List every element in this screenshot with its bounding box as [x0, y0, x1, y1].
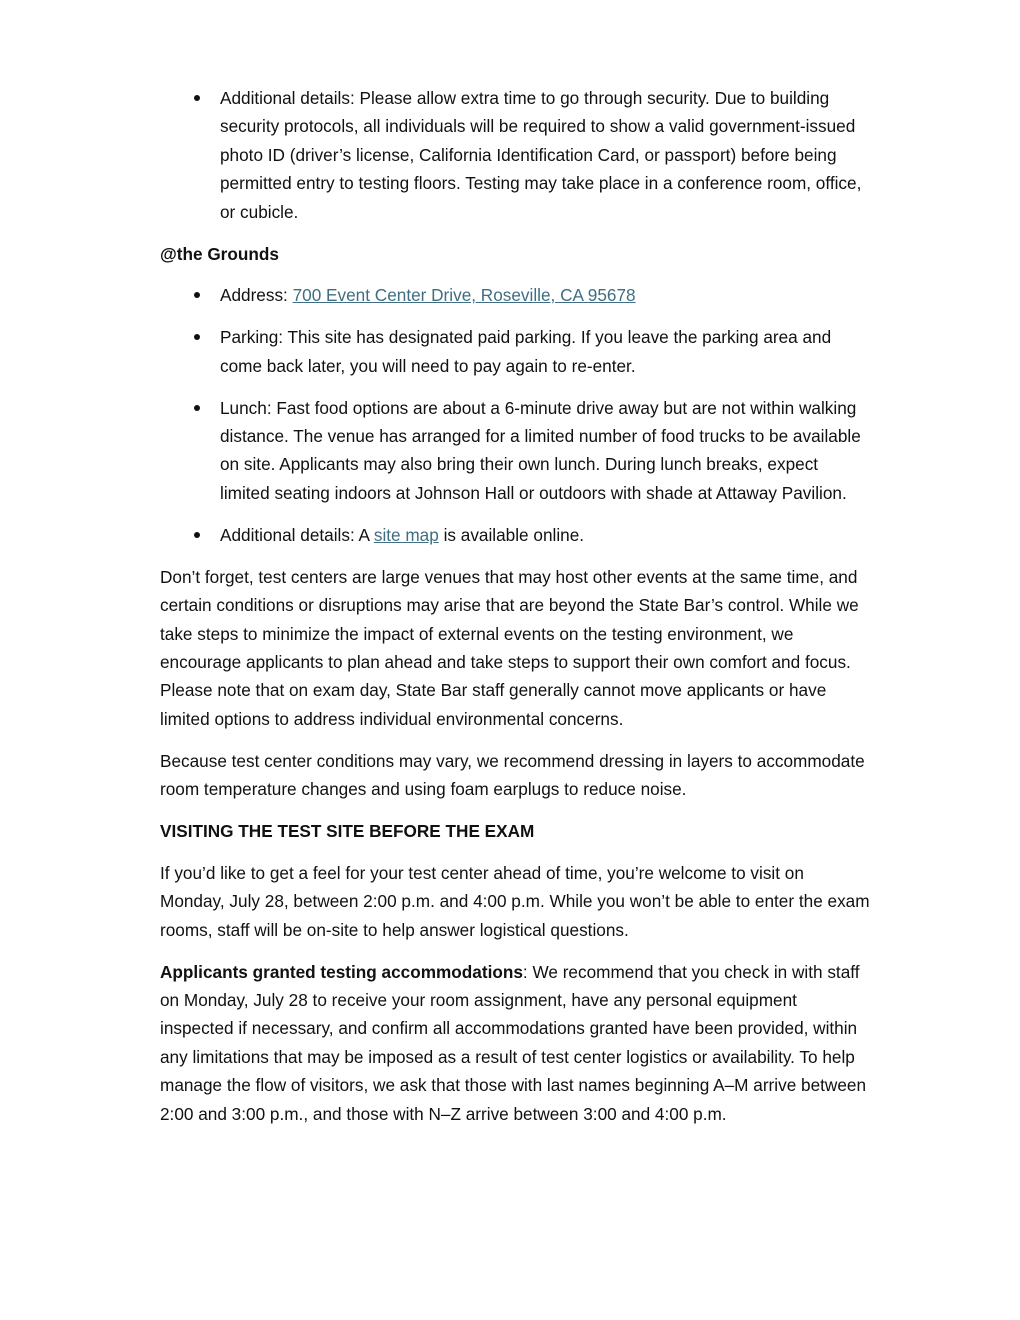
address-label: Address: — [220, 285, 293, 306]
accommodations-label: Applicants granted testing accommodations — [160, 961, 523, 982]
accommodations-text: : We recommend that you check in with staff on Monday, July 28 to receive your room assignment, have any personal equipment inspected if necessary, and confirm all accommodations granted have been provided, within any limitations that may be imposed as a result of test center logistics or availability. To help manage the flow of visitors, we ask that those with last names beginning A–M arrive between 2:00 and 3:00 p.m., and those with N–Z arrive between 3:00 and 4:00 p.m. — [160, 961, 867, 1124]
security-details-text: Please allow extra time to go through security. Due to building security protocols, all individuals will be required to show a valid government-issued photo ID (driver’s license, California Identification Card, or passport) before being permitted entry to testing floors. Testing may take place in a conference room, office, or cubicle. — [220, 88, 862, 222]
list-item-address — [160, 281, 870, 309]
list-item-parking — [160, 323, 870, 380]
bullet-icon — [194, 292, 200, 298]
bullet-icon — [194, 405, 200, 411]
grounds-details-prefix: Additional details: A — [220, 524, 374, 545]
security-details-label: Additional details: — [220, 88, 355, 108]
dress-layers-paragraph: Because test center conditions may vary, we recommend dressing in layers to accommodate room temperature changes and using foam earplugs to reduce noise. — [160, 750, 865, 800]
parking-text: Parking: This site has designated paid parking. If you leave the parking area and come back later, you will need to pay again to re-enter. — [220, 327, 832, 376]
bullet-icon — [194, 95, 200, 101]
grounds-heading: @the Grounds — [160, 243, 279, 264]
grounds-bullet-list — [160, 281, 870, 549]
security-bullet-list — [160, 84, 870, 226]
lunch-text: Lunch: Fast food options are about a 6-minute drive away but are not within walking distance. The venue has arranged for a limited number of food trucks to be available on site. Applicants may also bring their own lunch. During lunch breaks, expect limited seating indoors at Johnson Hall or outdoors with shade at Attaway Pavilion. — [220, 397, 861, 503]
grounds-details-suffix: is available online. — [438, 524, 585, 545]
dont-forget-paragraph: Don’t forget, test centers are large venues that may host other events at the same time, and certain conditions or disruptions may arise that are beyond the State Bar’s control. While we take steps to minimize the impact of external events on the testing environment, we encourage applicants to plan ahead and take steps to support their own comfort and focus. Please note that on exam day, State Bar staff generally cannot move applicants or have limited options to address individual environmental concerns. — [160, 566, 859, 729]
bullet-icon — [194, 532, 200, 538]
address-link[interactable]: 700 Event Center Drive, Roseville, CA 95678 — [292, 285, 636, 306]
accommodations-paragraph — [160, 958, 870, 1128]
list-item-security-details — [160, 84, 870, 226]
bullet-icon — [194, 334, 200, 340]
visiting-heading: VISITING THE TEST SITE BEFORE THE EXAM — [160, 820, 535, 841]
list-item-grounds-details — [160, 521, 870, 549]
visiting-intro-paragraph: If you’d like to get a feel for your test center ahead of time, you’re welcome to visit on Monday, July 28, between 2:00 p.m. and 4:00 p.m. While you won’t be able to enter the exam rooms, staff will be on-site to help answer logistical questions. — [160, 862, 870, 940]
site-map-link[interactable]: site map — [373, 524, 439, 545]
list-item-lunch — [160, 394, 870, 508]
